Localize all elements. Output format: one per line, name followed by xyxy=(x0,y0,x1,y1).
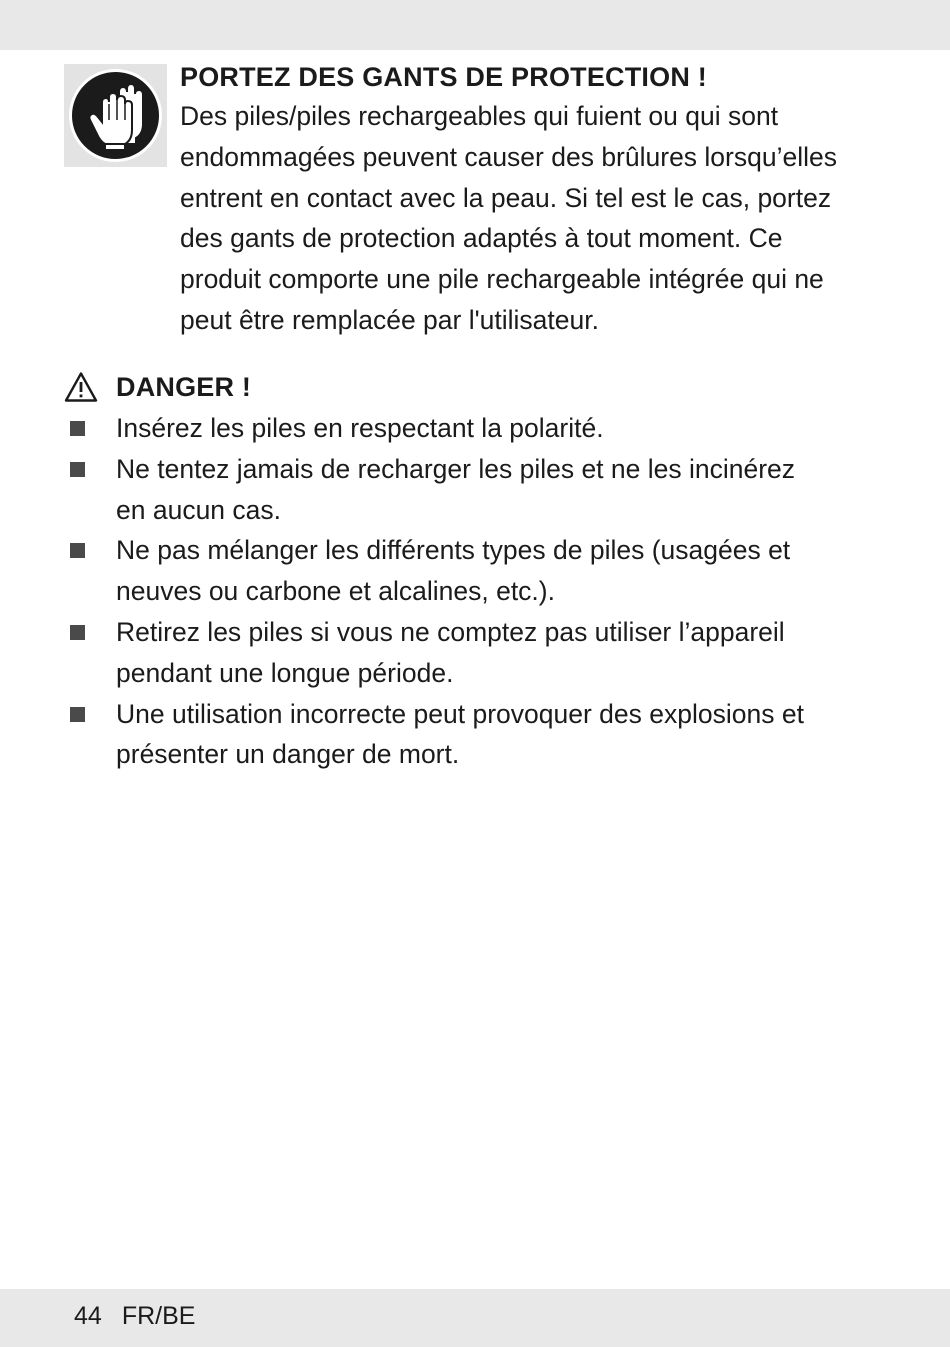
list-item-text: en aucun cas. xyxy=(116,494,282,525)
list-item-text: présenter un danger de mort. xyxy=(116,739,460,770)
list-item xyxy=(64,694,864,776)
list-item-text: Insérez les piles en respectant la polarité. xyxy=(116,413,604,443)
gloves-warning-line: produit comporte une pile rechargeable intégrée qui ne xyxy=(180,264,824,295)
list-item xyxy=(64,530,864,612)
language-code: FR/BE xyxy=(121,1302,196,1330)
square-bullet-icon xyxy=(70,543,85,558)
page-footer xyxy=(74,1300,195,1332)
list-item-text: Ne pas mélanger les différents types de piles (usagées et xyxy=(116,535,791,566)
square-bullet-icon xyxy=(70,421,85,436)
danger-title: DANGER ! xyxy=(116,372,252,402)
gloves-warning-line: entrent en contact avec la peau. Si tel est le cas, portez xyxy=(180,182,832,213)
square-bullet-icon xyxy=(70,462,85,477)
list-item-text: Une utilisation incorrecte peut provoquer des explosions et xyxy=(116,698,804,729)
protective-gloves-icon xyxy=(64,64,167,167)
list-item-text: Ne tentez jamais de recharger les piles et ne les incinérez xyxy=(116,453,796,484)
list-item-text: Retirez les piles si vous ne comptez pas utiliser l’appareil xyxy=(116,616,785,647)
list-item xyxy=(64,449,864,531)
square-bullet-icon xyxy=(70,707,85,722)
gloves-warning-line: endommagées peuvent causer des brûlures lorsqu’elles xyxy=(180,141,837,172)
gloves-warning-line: peut être remplacée par l'utilisateur. xyxy=(180,304,599,335)
danger-list xyxy=(64,408,864,775)
header-band xyxy=(0,0,950,50)
gloves-warning-line: des gants de protection adaptés à tout moment. Ce xyxy=(180,223,783,254)
gloves-warning-section xyxy=(180,58,870,341)
list-item-text: pendant une longue période. xyxy=(116,657,454,688)
gloves-warning-title: PORTEZ DES GANTS DE PROTECTION ! xyxy=(180,62,707,92)
list-item xyxy=(64,408,864,449)
list-item xyxy=(64,612,864,694)
warning-triangle-icon xyxy=(64,371,98,403)
gloves-warning-line: Des piles/piles rechargeables qui fuient ou qui sont xyxy=(180,101,779,131)
square-bullet-icon xyxy=(70,625,85,640)
danger-header xyxy=(64,368,251,406)
page-number: 44 xyxy=(74,1302,102,1330)
list-item-text: neuves ou carbone et alcalines, etc.). xyxy=(116,576,555,607)
